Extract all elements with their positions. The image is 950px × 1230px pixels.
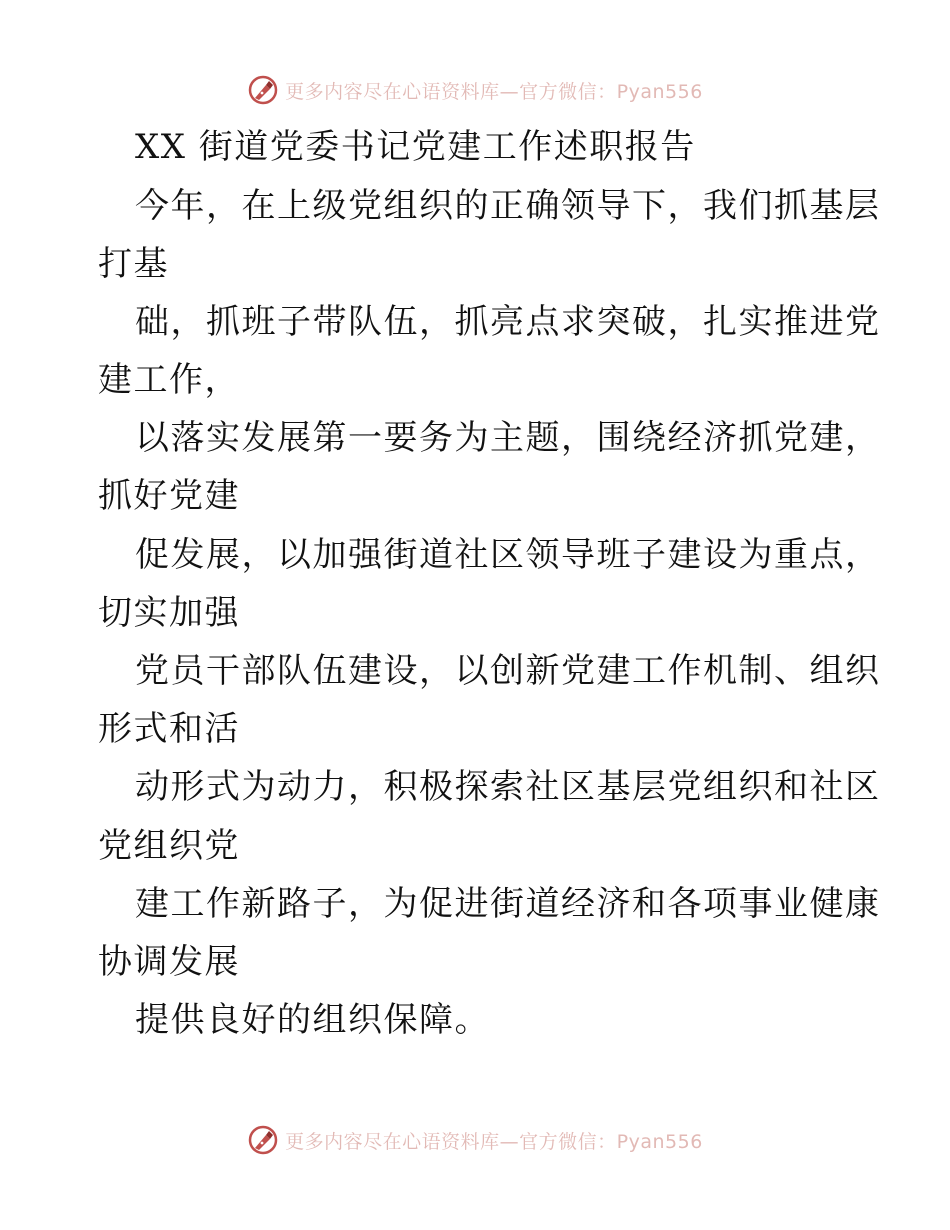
paragraph-line: 提供良好的组织保障。 xyxy=(135,1000,490,1040)
paragraph-line: 今年，在上级党组织的正确领导下，我们抓基层 xyxy=(135,186,881,226)
wechat-id: Pyan556 xyxy=(616,80,703,103)
paragraph-line: 形式和活 xyxy=(98,709,240,749)
pen-nib-logo-icon xyxy=(247,1124,279,1156)
watermark-banner-bottom xyxy=(0,1120,950,1160)
paragraph-line: 建工作， xyxy=(98,360,240,400)
paragraph-line: 促发展，以加强街道社区领导班子建设为重点， xyxy=(135,535,881,575)
watermark-text: 更多内容尽在心语资料库—官方微信：Pyan556 xyxy=(285,80,703,103)
watermark-text: 更多内容尽在心语资料库—官方微信：Pyan556 xyxy=(285,1130,703,1153)
paragraph-line: 打基 xyxy=(98,244,169,284)
document-title: XX 街道党委书记党建工作述职报告 xyxy=(135,127,696,167)
paragraph-line: 础，抓班子带队伍，抓亮点求突破，扎实推进党 xyxy=(135,302,881,342)
paragraph-line: 建工作新路子，为促进街道经济和各项事业健康 xyxy=(135,884,881,924)
paragraph-line: 切实加强 xyxy=(98,593,240,633)
paragraph-line: 协调发展 xyxy=(98,942,240,982)
paragraph-line: 党组织党 xyxy=(98,826,240,866)
paragraph-line: 抓好党建 xyxy=(98,476,240,516)
paragraph-line: 党员干部队伍建设，以创新党建工作机制、组织 xyxy=(135,651,881,691)
paragraph-line: 动形式为动力，积极探索社区基层党组织和社区 xyxy=(135,767,881,807)
paragraph-line: 以落实发展第一要务为主题，围绕经济抓党建， xyxy=(135,418,881,458)
wechat-id: Pyan556 xyxy=(616,1130,703,1153)
